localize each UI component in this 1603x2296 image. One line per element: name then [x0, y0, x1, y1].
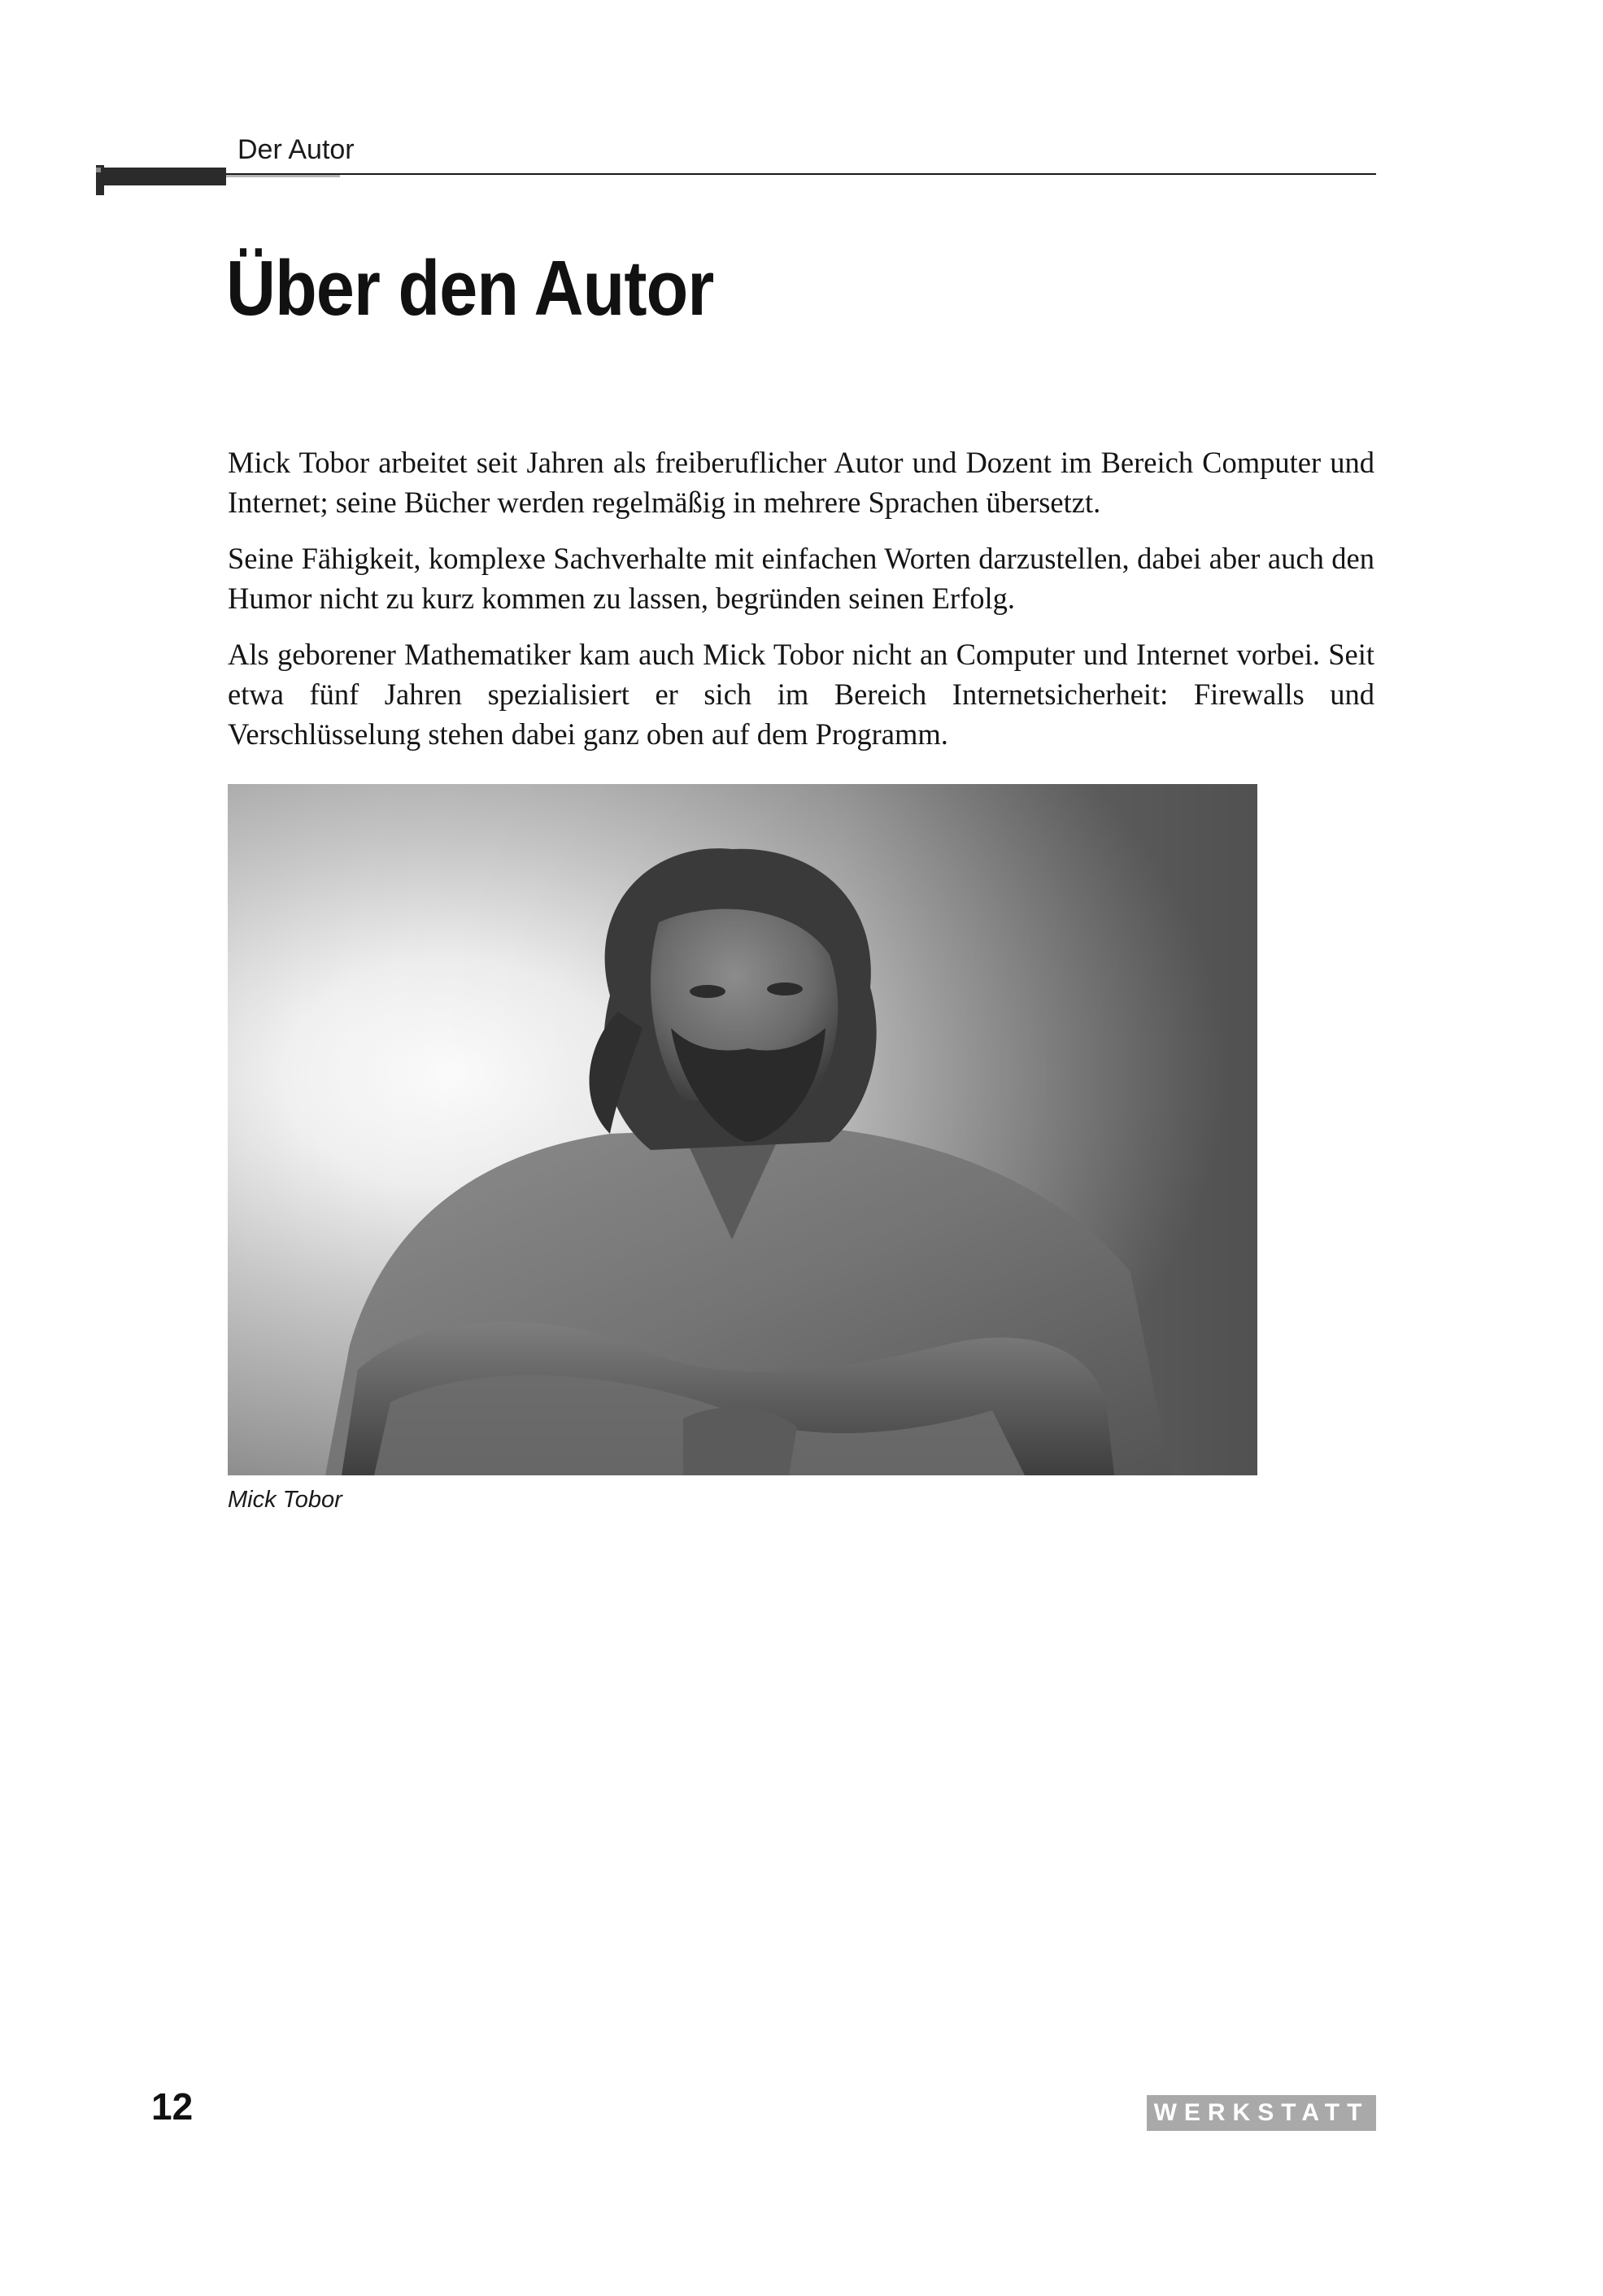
page-title: Über den Autor	[226, 245, 714, 332]
header-rule	[226, 173, 1376, 175]
running-header	[96, 122, 1376, 195]
header-rule-accent	[226, 175, 340, 177]
page-number: 12	[151, 2085, 194, 2128]
paragraph: Seine Fähigkeit, komplexe Sachverhalte mit einfachen Worten darzustellen, dabei aber auch den Humor nicht zu kurz kommen zu lassen, begründen seinen Erfolg.	[228, 542, 1374, 615]
body-text	[228, 442, 1374, 770]
photo-caption: Mick Tobor	[228, 1487, 342, 1513]
header-marker-icon	[96, 146, 226, 195]
author-photo	[228, 784, 1257, 1475]
paragraph: Als geborener Mathematiker kam auch Mick Tobor nicht an Computer und Internet vorbei. Seit etwa fünf Jahren spezialisiert er sich im Bereich Internetsicherheit: Firewalls und Verschlüsselung stehen dabei ganz oben auf dem Programm.	[228, 638, 1374, 751]
running-header-section: Der Autor	[237, 134, 355, 165]
publisher-badge: WERKSTATT	[1147, 2095, 1376, 2131]
paragraph: Mick Tobor arbeitet seit Jahren als freiberuflicher Autor und Dozent im Bereich Computer und Internet; seine Bücher werden regelmäßig in mehrere Sprachen übersetzt.	[228, 446, 1374, 519]
